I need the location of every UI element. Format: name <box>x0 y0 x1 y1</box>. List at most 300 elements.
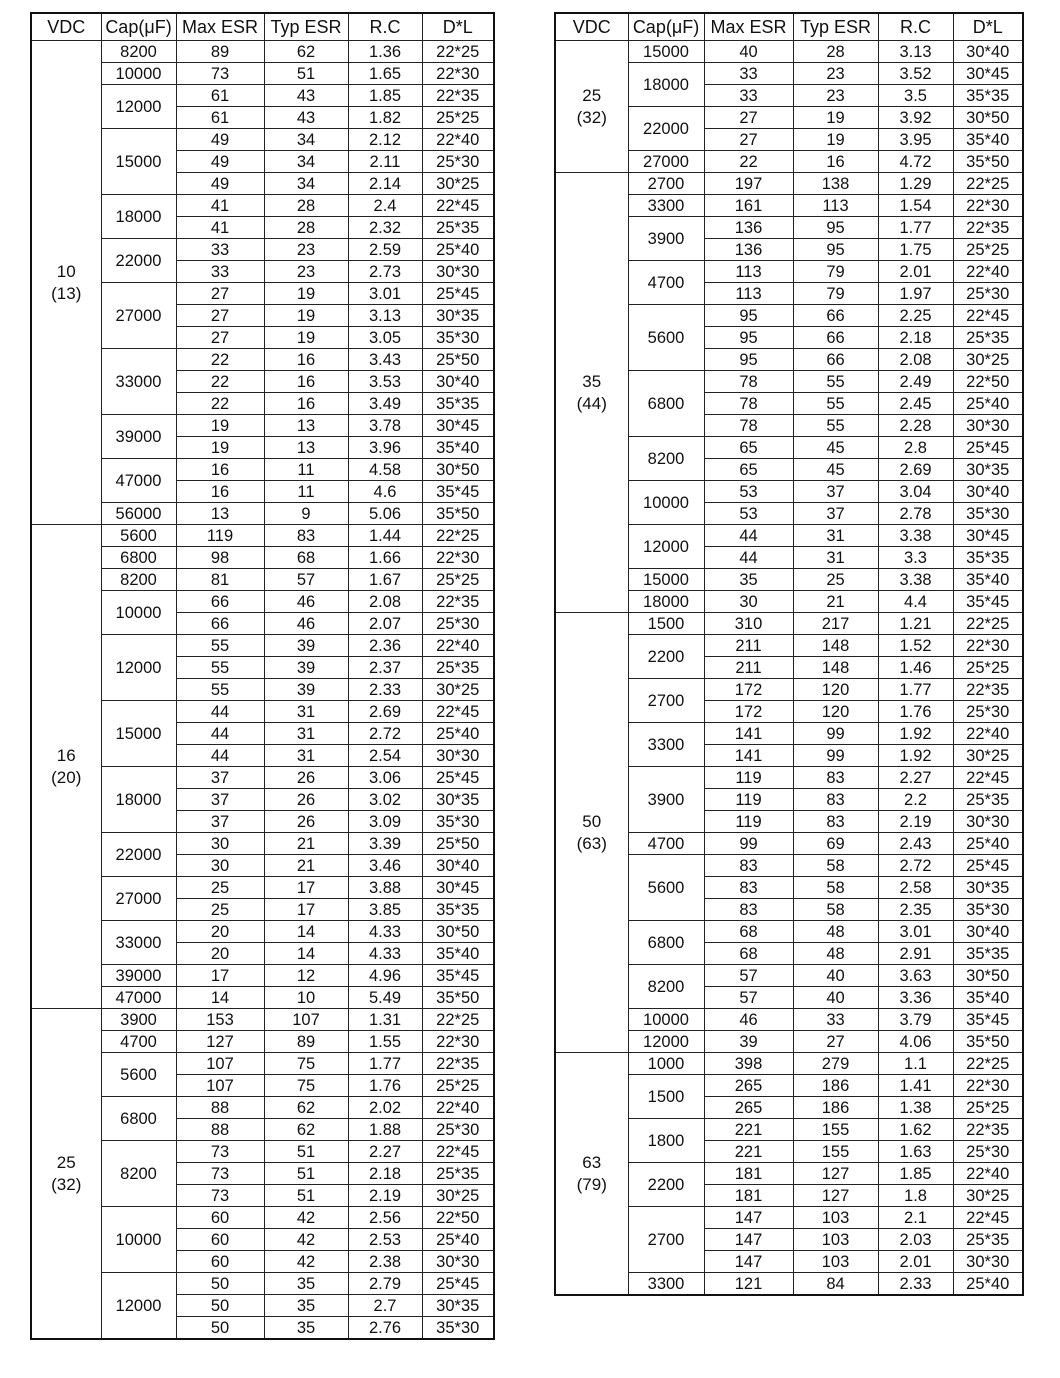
typ-esr-cell: 40 <box>793 987 878 1009</box>
rc-cell: 3.3 <box>878 547 953 569</box>
cap-cell: 1800 <box>628 1119 704 1163</box>
rc-cell: 1.38 <box>878 1097 953 1119</box>
table-row <box>31 85 494 107</box>
cap-cell: 15000 <box>628 41 704 63</box>
dl-cell: 35*45 <box>422 481 494 503</box>
rc-cell: 4.4 <box>878 591 953 613</box>
rc-cell: 2.08 <box>348 591 422 613</box>
typ-esr-cell: 68 <box>264 547 348 569</box>
rc-cell: 2.01 <box>878 261 953 283</box>
dl-cell: 25*25 <box>422 107 494 129</box>
dl-cell: 35*40 <box>953 569 1023 591</box>
dl-cell: 35*35 <box>953 943 1023 965</box>
typ-esr-cell: 42 <box>264 1207 348 1229</box>
typ-esr-cell: 14 <box>264 943 348 965</box>
typ-esr-cell: 23 <box>264 261 348 283</box>
typ-esr-cell: 35 <box>264 1273 348 1295</box>
typ-esr-cell: 120 <box>793 701 878 723</box>
table-row <box>31 1141 494 1163</box>
dl-cell: 35*40 <box>953 987 1023 1009</box>
typ-esr-cell: 148 <box>793 635 878 657</box>
dl-cell: 22*30 <box>422 1031 494 1053</box>
rc-cell: 2.58 <box>878 877 953 899</box>
max-esr-cell: 13 <box>176 503 264 525</box>
typ-esr-cell: 17 <box>264 877 348 899</box>
rc-cell: 1.75 <box>878 239 953 261</box>
rc-cell: 2.27 <box>348 1141 422 1163</box>
header-max-esr: Max ESR <box>176 13 264 41</box>
cap-cell: 56000 <box>101 503 176 525</box>
table-row <box>31 1009 494 1031</box>
typ-esr-cell: 46 <box>264 591 348 613</box>
dl-cell: 30*35 <box>422 1295 494 1317</box>
dl-cell: 30*40 <box>422 855 494 877</box>
dl-cell: 22*40 <box>422 635 494 657</box>
max-esr-cell: 127 <box>176 1031 264 1053</box>
cap-cell: 4700 <box>628 261 704 305</box>
cap-cell: 5600 <box>101 1053 176 1097</box>
typ-esr-cell: 58 <box>793 877 878 899</box>
dl-cell: 25*25 <box>953 1097 1023 1119</box>
typ-esr-cell: 28 <box>264 217 348 239</box>
dl-cell: 30*30 <box>953 811 1023 833</box>
rc-cell: 3.01 <box>878 921 953 943</box>
rc-cell: 3.85 <box>348 899 422 921</box>
typ-esr-cell: 107 <box>264 1009 348 1031</box>
cap-cell: 2200 <box>628 1163 704 1207</box>
rc-cell: 1.21 <box>878 613 953 635</box>
rc-cell: 3.13 <box>348 305 422 327</box>
rc-cell: 1.76 <box>878 701 953 723</box>
max-esr-cell: 60 <box>176 1207 264 1229</box>
typ-esr-cell: 35 <box>264 1317 348 1340</box>
max-esr-cell: 37 <box>176 789 264 811</box>
cap-cell: 22000 <box>101 239 176 283</box>
typ-esr-cell: 186 <box>793 1097 878 1119</box>
dl-cell: 25*40 <box>422 723 494 745</box>
typ-esr-cell: 69 <box>793 833 878 855</box>
vdc-surge-value: (13) <box>51 283 82 303</box>
typ-esr-cell: 58 <box>793 855 878 877</box>
cap-cell: 8200 <box>101 41 176 63</box>
dl-cell: 25*30 <box>422 151 494 173</box>
rc-cell: 1.46 <box>878 657 953 679</box>
max-esr-cell: 147 <box>704 1229 793 1251</box>
rc-cell: 1.88 <box>348 1119 422 1141</box>
dl-cell: 25*40 <box>953 833 1023 855</box>
typ-esr-cell: 51 <box>264 1185 348 1207</box>
typ-esr-cell: 75 <box>264 1075 348 1097</box>
vdc-cell <box>555 613 628 1053</box>
cap-cell: 3900 <box>101 1009 176 1031</box>
max-esr-cell: 33 <box>176 239 264 261</box>
max-esr-cell: 22 <box>176 349 264 371</box>
max-esr-cell: 310 <box>704 613 793 635</box>
max-esr-cell: 141 <box>704 723 793 745</box>
typ-esr-cell: 13 <box>264 415 348 437</box>
max-esr-cell: 55 <box>176 657 264 679</box>
rc-cell: 1.65 <box>348 63 422 85</box>
rc-cell: 1.1 <box>878 1053 953 1075</box>
typ-esr-cell: 12 <box>264 965 348 987</box>
cap-cell: 6800 <box>628 921 704 965</box>
typ-esr-cell: 34 <box>264 129 348 151</box>
vdc-surge-value: (44) <box>576 393 607 413</box>
rc-cell: 2.32 <box>348 217 422 239</box>
dl-cell: 30*40 <box>953 41 1023 63</box>
rc-cell: 3.96 <box>348 437 422 459</box>
typ-esr-cell: 186 <box>793 1075 878 1097</box>
typ-esr-cell: 84 <box>793 1273 878 1296</box>
dl-cell: 22*25 <box>953 1053 1023 1075</box>
rc-cell: 3.05 <box>348 327 422 349</box>
table-row <box>31 547 494 569</box>
typ-esr-cell: 19 <box>264 283 348 305</box>
dl-cell: 22*25 <box>422 525 494 547</box>
max-esr-cell: 83 <box>704 899 793 921</box>
vdc-surge-value: (32) <box>576 107 607 127</box>
dl-cell: 25*35 <box>953 327 1023 349</box>
rc-cell: 2.07 <box>348 613 422 635</box>
header-dl: D*L <box>422 13 494 41</box>
rc-cell: 1.92 <box>878 723 953 745</box>
table-row <box>31 833 494 855</box>
header-dl: D*L <box>953 13 1023 41</box>
typ-esr-cell: 79 <box>793 261 878 283</box>
rc-cell: 2.78 <box>878 503 953 525</box>
spec-table-left <box>30 12 495 1340</box>
rc-cell: 1.41 <box>878 1075 953 1097</box>
cap-cell: 3300 <box>628 195 704 217</box>
dl-cell: 22*40 <box>953 723 1023 745</box>
rc-cell: 2.11 <box>348 151 422 173</box>
rc-cell: 3.38 <box>878 525 953 547</box>
rc-cell: 3.95 <box>878 129 953 151</box>
rc-cell: 2.69 <box>348 701 422 723</box>
typ-esr-cell: 19 <box>264 327 348 349</box>
cap-cell: 4700 <box>628 833 704 855</box>
rc-cell: 2.73 <box>348 261 422 283</box>
rc-cell: 1.97 <box>878 283 953 305</box>
cap-cell: 15000 <box>101 129 176 195</box>
dl-cell: 30*35 <box>953 459 1023 481</box>
max-esr-cell: 147 <box>704 1207 793 1229</box>
typ-esr-cell: 26 <box>264 789 348 811</box>
typ-esr-cell: 83 <box>264 525 348 547</box>
rc-cell: 2.72 <box>348 723 422 745</box>
typ-esr-cell: 26 <box>264 811 348 833</box>
rc-cell: 2.49 <box>878 371 953 393</box>
typ-esr-cell: 48 <box>793 921 878 943</box>
cap-cell: 18000 <box>628 63 704 107</box>
rc-cell: 5.06 <box>348 503 422 525</box>
rc-cell: 2.69 <box>878 459 953 481</box>
cap-cell: 12000 <box>101 85 176 129</box>
cap-cell: 39000 <box>101 415 176 459</box>
max-esr-cell: 39 <box>704 1031 793 1053</box>
dl-cell: 25*25 <box>422 569 494 591</box>
max-esr-cell: 44 <box>704 547 793 569</box>
dl-cell: 22*45 <box>422 701 494 723</box>
dl-cell: 35*30 <box>953 899 1023 921</box>
header-typ-esr: Typ ESR <box>264 13 348 41</box>
rc-cell: 2.91 <box>878 943 953 965</box>
typ-esr-cell: 58 <box>793 899 878 921</box>
cap-cell: 22000 <box>101 833 176 877</box>
typ-esr-cell: 11 <box>264 459 348 481</box>
typ-esr-cell: 39 <box>264 635 348 657</box>
dl-cell: 35*35 <box>953 547 1023 569</box>
rc-cell: 2.18 <box>348 1163 422 1185</box>
max-esr-cell: 197 <box>704 173 793 195</box>
typ-esr-cell: 34 <box>264 173 348 195</box>
rc-cell: 1.29 <box>878 173 953 195</box>
dl-cell: 22*45 <box>953 305 1023 327</box>
max-esr-cell: 55 <box>176 679 264 701</box>
max-esr-cell: 65 <box>704 437 793 459</box>
vdc-value: 25 <box>582 85 602 105</box>
dl-cell: 22*45 <box>953 1207 1023 1229</box>
dl-cell: 35*50 <box>953 151 1023 173</box>
typ-esr-cell: 21 <box>264 833 348 855</box>
max-esr-cell: 136 <box>704 217 793 239</box>
cap-cell: 2700 <box>628 1207 704 1273</box>
max-esr-cell: 181 <box>704 1185 793 1207</box>
typ-esr-cell: 62 <box>264 1097 348 1119</box>
table-row <box>31 635 494 657</box>
typ-esr-cell: 113 <box>793 195 878 217</box>
rc-cell: 3.36 <box>878 987 953 1009</box>
rc-cell: 3.63 <box>878 965 953 987</box>
typ-esr-cell: 43 <box>264 85 348 107</box>
cap-cell: 18000 <box>628 591 704 613</box>
dl-cell: 30*45 <box>422 877 494 899</box>
typ-esr-cell: 31 <box>793 525 878 547</box>
dl-cell: 35*45 <box>422 965 494 987</box>
dl-cell: 30*50 <box>953 965 1023 987</box>
rc-cell: 3.49 <box>348 393 422 415</box>
max-esr-cell: 30 <box>176 833 264 855</box>
max-esr-cell: 53 <box>704 503 793 525</box>
typ-esr-cell: 28 <box>264 195 348 217</box>
typ-esr-cell: 103 <box>793 1251 878 1273</box>
dl-cell: 22*35 <box>953 217 1023 239</box>
max-esr-cell: 37 <box>176 811 264 833</box>
max-esr-cell: 136 <box>704 239 793 261</box>
dl-cell: 30*35 <box>422 789 494 811</box>
dl-cell: 30*30 <box>422 745 494 767</box>
rc-cell: 1.76 <box>348 1075 422 1097</box>
rc-cell: 2.43 <box>878 833 953 855</box>
cap-cell: 1500 <box>628 613 704 635</box>
rc-cell: 2.45 <box>878 393 953 415</box>
header-max-esr: Max ESR <box>704 13 793 41</box>
dl-cell: 22*40 <box>422 129 494 151</box>
typ-esr-cell: 23 <box>264 239 348 261</box>
rc-cell: 2.14 <box>348 173 422 195</box>
rc-cell: 2.33 <box>878 1273 953 1296</box>
max-esr-cell: 49 <box>176 151 264 173</box>
typ-esr-cell: 25 <box>793 569 878 591</box>
max-esr-cell: 22 <box>176 393 264 415</box>
table-row <box>31 921 494 943</box>
max-esr-cell: 49 <box>176 173 264 195</box>
table-row <box>31 283 494 305</box>
typ-esr-cell: 10 <box>264 987 348 1009</box>
dl-cell: 25*35 <box>422 657 494 679</box>
cap-cell: 1500 <box>628 1075 704 1119</box>
max-esr-cell: 153 <box>176 1009 264 1031</box>
dl-cell: 25*30 <box>953 283 1023 305</box>
max-esr-cell: 37 <box>176 767 264 789</box>
cap-cell: 2700 <box>628 173 704 195</box>
typ-esr-cell: 55 <box>793 371 878 393</box>
max-esr-cell: 99 <box>704 833 793 855</box>
max-esr-cell: 107 <box>176 1053 264 1075</box>
table-row <box>31 987 494 1009</box>
max-esr-cell: 65 <box>704 459 793 481</box>
max-esr-cell: 27 <box>176 305 264 327</box>
rc-cell: 1.54 <box>878 195 953 217</box>
typ-esr-cell: 9 <box>264 503 348 525</box>
cap-cell: 8200 <box>101 569 176 591</box>
rc-cell: 2.79 <box>348 1273 422 1295</box>
vdc-surge-value: (20) <box>51 767 82 787</box>
rc-cell: 3.5 <box>878 85 953 107</box>
rc-cell: 2.2 <box>878 789 953 811</box>
max-esr-cell: 61 <box>176 107 264 129</box>
rc-cell: 4.6 <box>348 481 422 503</box>
typ-esr-cell: 23 <box>793 63 878 85</box>
rc-cell: 1.92 <box>878 745 953 767</box>
dl-cell: 25*45 <box>422 1273 494 1295</box>
dl-cell: 30*30 <box>953 1251 1023 1273</box>
typ-esr-cell: 99 <box>793 723 878 745</box>
max-esr-cell: 44 <box>176 745 264 767</box>
typ-esr-cell: 28 <box>793 41 878 63</box>
rc-cell: 4.33 <box>348 943 422 965</box>
typ-esr-cell: 27 <box>793 1031 878 1053</box>
cap-cell: 27000 <box>101 283 176 349</box>
max-esr-cell: 73 <box>176 1163 264 1185</box>
dl-cell: 25*45 <box>953 437 1023 459</box>
typ-esr-cell: 155 <box>793 1119 878 1141</box>
dl-cell: 30*45 <box>422 415 494 437</box>
cap-cell: 15000 <box>101 701 176 767</box>
dl-cell: 25*35 <box>953 789 1023 811</box>
table-row <box>31 1207 494 1229</box>
typ-esr-cell: 31 <box>264 701 348 723</box>
rc-cell: 2.7 <box>348 1295 422 1317</box>
rc-cell: 2.27 <box>878 767 953 789</box>
max-esr-cell: 89 <box>176 41 264 63</box>
max-esr-cell: 119 <box>704 789 793 811</box>
typ-esr-cell: 95 <box>793 239 878 261</box>
rc-cell: 1.66 <box>348 547 422 569</box>
table-body <box>555 41 1023 1296</box>
typ-esr-cell: 45 <box>793 437 878 459</box>
max-esr-cell: 20 <box>176 921 264 943</box>
dl-cell: 25*30 <box>422 613 494 635</box>
table-row <box>31 63 494 85</box>
rc-cell: 2.19 <box>878 811 953 833</box>
typ-esr-cell: 51 <box>264 1141 348 1163</box>
rc-cell: 4.33 <box>348 921 422 943</box>
max-esr-cell: 211 <box>704 657 793 679</box>
table-row <box>555 173 1023 195</box>
dl-cell: 35*45 <box>953 1009 1023 1031</box>
dl-cell: 25*35 <box>953 1229 1023 1251</box>
max-esr-cell: 119 <box>176 525 264 547</box>
typ-esr-cell: 16 <box>264 349 348 371</box>
rc-cell: 3.92 <box>878 107 953 129</box>
max-esr-cell: 14 <box>176 987 264 1009</box>
max-esr-cell: 68 <box>704 921 793 943</box>
cap-cell: 3900 <box>628 767 704 833</box>
rc-cell: 2.12 <box>348 129 422 151</box>
dl-cell: 22*50 <box>422 1207 494 1229</box>
max-esr-cell: 19 <box>176 437 264 459</box>
typ-esr-cell: 279 <box>793 1053 878 1075</box>
max-esr-cell: 73 <box>176 1141 264 1163</box>
max-esr-cell: 49 <box>176 129 264 151</box>
dl-cell: 35*45 <box>953 591 1023 613</box>
rc-cell: 3.46 <box>348 855 422 877</box>
typ-esr-cell: 37 <box>793 503 878 525</box>
max-esr-cell: 147 <box>704 1251 793 1273</box>
typ-esr-cell: 51 <box>264 63 348 85</box>
rc-cell: 3.43 <box>348 349 422 371</box>
cap-cell: 5600 <box>628 305 704 371</box>
rc-cell: 1.77 <box>878 679 953 701</box>
typ-esr-cell: 14 <box>264 921 348 943</box>
rc-cell: 2.1 <box>878 1207 953 1229</box>
table-row <box>31 239 494 261</box>
max-esr-cell: 27 <box>704 129 793 151</box>
rc-cell: 1.85 <box>878 1163 953 1185</box>
rc-cell: 3.79 <box>878 1009 953 1031</box>
rc-cell: 3.09 <box>348 811 422 833</box>
rc-cell: 2.76 <box>348 1317 422 1340</box>
table-row <box>31 1031 494 1053</box>
cap-cell: 3300 <box>628 1273 704 1296</box>
rc-cell: 3.88 <box>348 877 422 899</box>
vdc-cell <box>31 1009 101 1340</box>
typ-esr-cell: 103 <box>793 1229 878 1251</box>
dl-cell: 30*25 <box>953 1185 1023 1207</box>
vdc-surge-value: (63) <box>576 833 607 853</box>
typ-esr-cell: 57 <box>264 569 348 591</box>
max-esr-cell: 98 <box>176 547 264 569</box>
rc-cell: 4.06 <box>878 1031 953 1053</box>
dl-cell: 25*30 <box>953 701 1023 723</box>
max-esr-cell: 27 <box>704 107 793 129</box>
dl-cell: 25*40 <box>422 1229 494 1251</box>
max-esr-cell: 16 <box>176 481 264 503</box>
dl-cell: 25*25 <box>953 239 1023 261</box>
typ-esr-cell: 51 <box>264 1163 348 1185</box>
cap-cell: 2200 <box>628 635 704 679</box>
rc-cell: 2.38 <box>348 1251 422 1273</box>
typ-esr-cell: 16 <box>264 371 348 393</box>
typ-esr-cell: 43 <box>264 107 348 129</box>
rc-cell: 2.53 <box>348 1229 422 1251</box>
cap-cell: 1000 <box>628 1053 704 1075</box>
rc-cell: 3.78 <box>348 415 422 437</box>
max-esr-cell: 119 <box>704 811 793 833</box>
max-esr-cell: 265 <box>704 1075 793 1097</box>
vdc-cell <box>555 1053 628 1296</box>
